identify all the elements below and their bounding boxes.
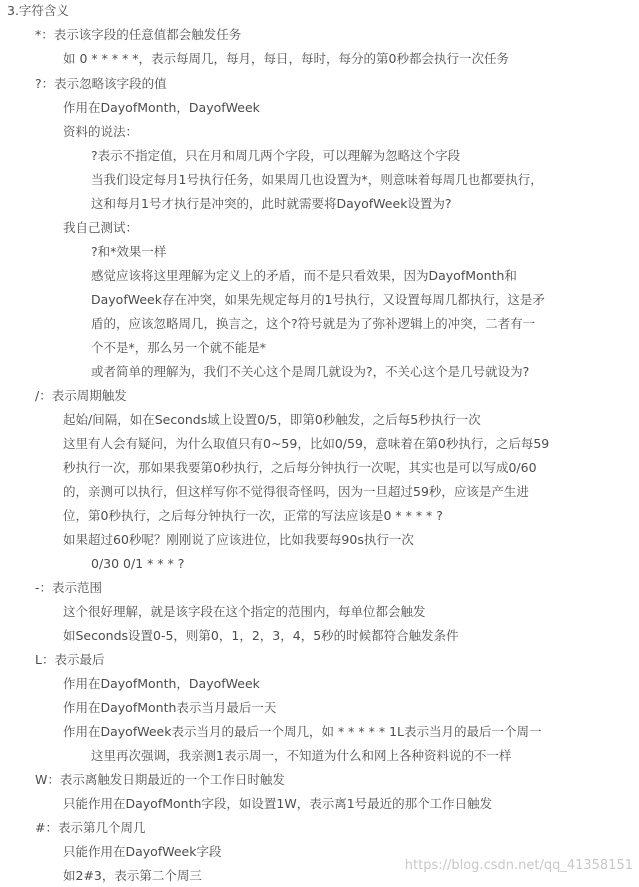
slash-line: 如果超过60秒呢？刚刚说了应该进位，比如我要每90s执行一次 (63, 532, 414, 547)
slash-line: 这里有人会有疑问，为什么取值只有0~59，比如0/59，意味着在第0秒执行，之后每59 (63, 436, 550, 451)
slash-line: 的，亲测可以执行，但这样写你不觉得很奇怪吗，因为一旦超过59秒，应该是产生进 (63, 484, 529, 499)
question-test-line: ?和*效果一样 (91, 244, 167, 259)
l-note: 这里再次强调，我亲测1表示周一，不知道为什么和网上各种资料说的不一样 (91, 748, 512, 763)
asterisk-heading: *：表示该字段的任意值都会触发任务 (35, 27, 242, 42)
question-test-line: 个不是*，那么另一个就不能是* (91, 340, 267, 355)
question-applies: 作用在DayofMonth，DayofWeek (63, 100, 260, 115)
question-test-line: 或者简单的理解为，我们不关心这个是周几就设为?，不关心这个是几号就设为? (91, 364, 530, 379)
l-heading: L：表示最后 (35, 652, 105, 667)
slash-heading: /：表示周期触发 (35, 388, 127, 403)
slash-line: 起始/间隔，如在Seconds域上设置0/5，即第0秒触发，之后每5秒执行一次 (63, 412, 481, 427)
question-docs-line: 这和每月1号才执行是冲突的，此时就需要将DayofWeek设置为? (91, 196, 452, 211)
l-line: 作用在DayofMonth表示当月最后一天 (63, 700, 277, 715)
question-test-line: DayofWeek存在冲突，如果先规定每月的1号执行，又设置每周几都执行，这是矛 (91, 292, 545, 307)
hash-heading: #：表示第几个周几 (35, 820, 146, 835)
question-test-line: 盾的，应该忽略周几，换言之，这个?符号就是为了弥补逻辑上的冲突，二者有一 (91, 316, 536, 331)
l-line: 作用在DayofMonth，DayofWeek (63, 676, 260, 691)
asterisk-example: 如 0 * * * * *，表示每周几，每月，每日，每时，每分的第0秒都会执行一次任务 (63, 51, 509, 66)
l-line: 作用在DayofWeek表示当月的最后一个周几，如 * * * * * 1L表示当月的最后一个周一 (63, 724, 542, 739)
hash-line: 如2#3，表示第二个周三 (63, 868, 202, 883)
question-docs-line: 当我们设定每月1号执行任务，如果周几也设置为*，则意味着每周几也都要执行， (91, 172, 543, 187)
hash-line: 只能作用在DayofWeek字段 (63, 844, 222, 859)
blog-watermark: https://blog.csdn.net/qq_41358151 (404, 858, 633, 873)
w-heading: W：表示离触发日期最近的一个工作日时触发 (35, 772, 285, 787)
question-heading: ?：表示忽略该字段的值 (35, 76, 167, 91)
dash-line: 如Seconds设置0-5，则第0，1，2，3，4，5秒的时候都符合触发条件 (63, 628, 459, 643)
slash-example: 0/30 0/1 * * * ? (91, 556, 185, 571)
section-heading: 3.字符含义 (7, 3, 69, 18)
slash-line: 位，第0秒执行，之后每分钟执行一次，正常的写法应该是0 * * * * ? (63, 508, 443, 523)
w-line: 只能作用在DayofMonth字段，如设置1W，表示离1号最近的那个工作日触发 (63, 796, 493, 811)
question-docs-label: 资料的说法： (63, 124, 139, 139)
slash-line: 秒执行一次，那如果我要第0秒执行，之后每分钟执行一次呢，其实也是可以写成0/60 (63, 460, 537, 475)
question-test-line: 感觉应该将这里理解为定义上的矛盾，而不是只看效果，因为DayofMonth和 (91, 268, 517, 283)
question-docs-line: ?表示不指定值，只在月和周几两个字段，可以理解为忽略这个字段 (91, 148, 461, 163)
dash-line: 这个很好理解，就是该字段在这个指定的范围内，每单位都会触发 (63, 604, 426, 619)
question-test-label: 我自己测试： (63, 220, 139, 235)
dash-heading: -：表示范围 (35, 580, 103, 595)
